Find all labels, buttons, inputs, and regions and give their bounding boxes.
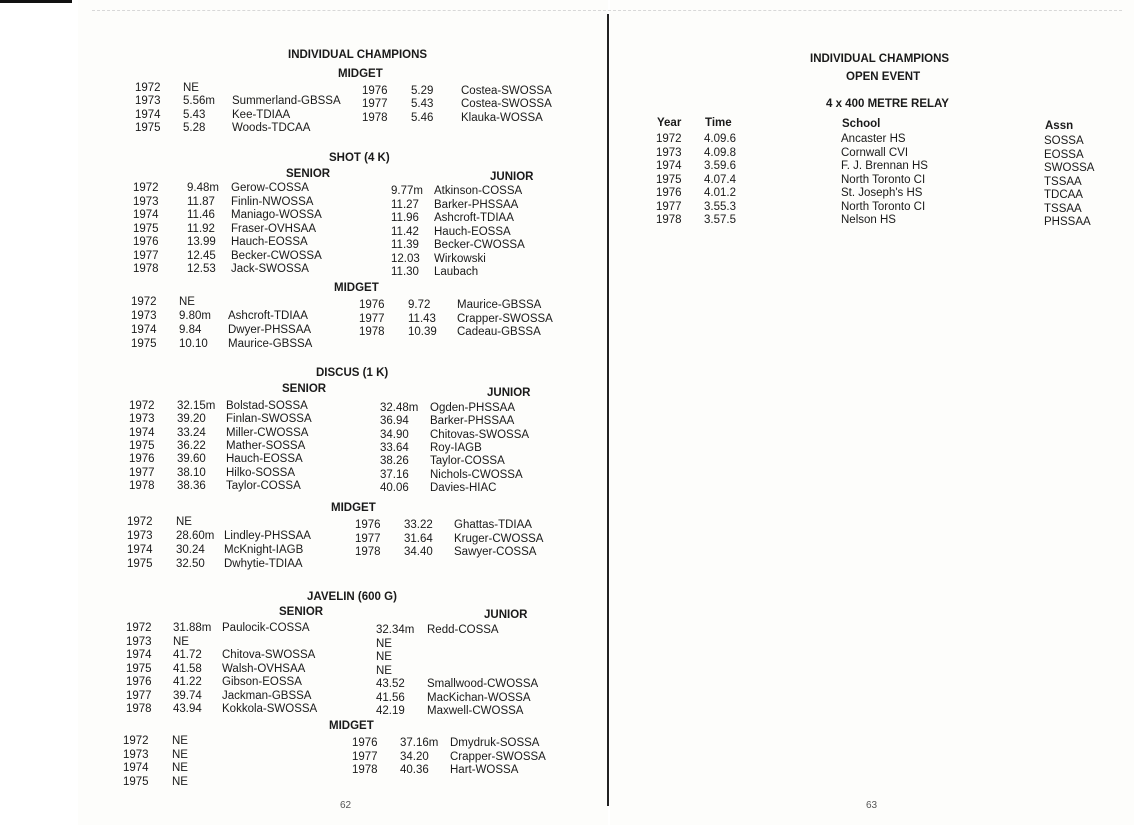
discus-junior-row-mark: 38.26 bbox=[380, 455, 409, 468]
javelin-junior-row-name: Redd-COSSA bbox=[427, 624, 499, 636]
discus-midget-row-mark: 28.60m bbox=[176, 530, 215, 542]
relay-row-school: North Toronto CI bbox=[841, 200, 926, 213]
javelin-midget-row-name: Dmydruk-SOSSA bbox=[450, 737, 540, 749]
javelin-junior-row-name: Maxwell-CWOSSA bbox=[427, 705, 524, 717]
discus-senior-row-name: Hauch-EOSSA bbox=[226, 453, 303, 466]
discus-junior-row-mark: 34.90 bbox=[380, 428, 409, 441]
discus-senior-row-name: Finlan-SWOSSA bbox=[226, 413, 312, 426]
midget-row-year: 1972 bbox=[135, 82, 161, 94]
shot-senior-row-year: 1973 bbox=[133, 195, 159, 208]
midget-row-year: 1975 bbox=[135, 121, 161, 134]
javelin-title: JAVELIN (600 G) bbox=[307, 591, 397, 603]
javelin-midget-row-year: 1977 bbox=[352, 750, 378, 763]
midget-row-name: Kee-TDIAA bbox=[232, 108, 291, 121]
shot-midget-header: MIDGET bbox=[334, 282, 379, 294]
discus-midget-row-year: 1978 bbox=[355, 546, 381, 558]
discus-midget-row-year: 1976 bbox=[355, 519, 381, 531]
discus-midget-row-mark: NE bbox=[176, 516, 192, 528]
shot-senior-row-mark: 11.92 bbox=[187, 222, 215, 235]
shot-senior-header: SENIOR bbox=[286, 168, 331, 180]
shot-junior-row-name: Barker-PHSSAA bbox=[434, 198, 519, 211]
javelin-midget-row-mark: 40.36 bbox=[400, 764, 429, 776]
relay-row-assn: EOSSA bbox=[1044, 148, 1084, 161]
shot-senior-row-mark: 9.48m bbox=[187, 182, 219, 194]
javelin-senior-row-mark: 41.58 bbox=[173, 662, 202, 675]
midget-row-name: Summerland-GBSSA bbox=[232, 95, 341, 108]
shot-title: SHOT (4 K) bbox=[329, 152, 390, 164]
shot-midget-row-name: Ashcroft-TDIAA bbox=[228, 310, 308, 322]
shot-senior-row-year: 1974 bbox=[133, 209, 159, 221]
discus-midget-row-name: Kruger-CWOSSA bbox=[454, 532, 544, 545]
javelin-senior-row-year: 1975 bbox=[126, 662, 152, 675]
javelin-senior-row-name: Paulocik-COSSA bbox=[222, 622, 310, 634]
javelin-midget-row-year: 1973 bbox=[123, 748, 149, 761]
shot-junior-row-mark: 11.96 bbox=[391, 212, 419, 224]
discus-junior-header: JUNIOR bbox=[487, 387, 531, 399]
discus-senior-row-mark: 39.20 bbox=[177, 413, 206, 426]
shot-senior-row-mark: 11.87 bbox=[187, 195, 215, 208]
discus-senior-row-year: 1975 bbox=[129, 439, 155, 452]
shot-junior-header: JUNIOR bbox=[490, 171, 534, 183]
section-midget-header: MIDGET bbox=[338, 68, 383, 80]
javelin-senior-row-mark: 41.72 bbox=[173, 649, 202, 661]
discus-midget-row-mark: 31.64 bbox=[404, 532, 433, 545]
discus-senior-row-year: 1972 bbox=[129, 400, 155, 412]
javelin-senior-row-mark: NE bbox=[173, 635, 189, 648]
javelin-midget-row-name: Hart-WOSSA bbox=[450, 764, 519, 776]
discus-junior-row-name: Ogden-PHSSAA bbox=[430, 402, 516, 414]
shot-midget-row-mark: 9.80m bbox=[179, 310, 211, 322]
javelin-senior-row-year: 1976 bbox=[126, 676, 152, 688]
discus-midget-row-name: McKnight-IAGB bbox=[224, 544, 304, 556]
midget-row-year: 1976 bbox=[362, 85, 388, 97]
discus-midget-row-mark: 30.24 bbox=[176, 544, 205, 556]
javelin-senior-row-name: Kokkola-SWOSSA bbox=[222, 703, 318, 715]
col-header-year: Year bbox=[657, 117, 682, 129]
shot-midget-row-mark: 11.43 bbox=[408, 312, 436, 325]
right-page-subtitle: OPEN EVENT bbox=[846, 71, 921, 83]
discus-senior-row-mark: 33.24 bbox=[177, 426, 206, 439]
discus-senior-row-name: Hilko-SOSSA bbox=[226, 466, 296, 479]
midget-row-name: Costea-SWOSSA bbox=[461, 85, 552, 97]
discus-senior-row-mark: 36.22 bbox=[177, 439, 206, 452]
relay-row-year: 1974 bbox=[656, 160, 682, 172]
scan-edge-mark bbox=[0, 0, 72, 3]
javelin-midget-row-year: 1972 bbox=[123, 735, 149, 747]
javelin-senior-row-mark: 43.94 bbox=[173, 703, 202, 715]
midget-row-year: 1978 bbox=[362, 111, 388, 124]
javelin-midget-row-mark: NE bbox=[172, 748, 188, 761]
javelin-midget-row-mark: 34.20 bbox=[400, 750, 429, 763]
shot-junior-row-name: Wirkowski bbox=[434, 252, 486, 265]
javelin-midget-row-year: 1976 bbox=[352, 737, 378, 749]
relay-row-year: 1976 bbox=[656, 187, 682, 199]
javelin-junior-row-mark: NE bbox=[376, 637, 392, 650]
relay-row-time: 3.55.3 bbox=[704, 200, 736, 213]
shot-junior-row-name: Laubach bbox=[434, 266, 479, 278]
col-header-assn: Assn bbox=[1045, 120, 1074, 132]
discus-midget-row-name: Sawyer-COSSA bbox=[454, 546, 537, 558]
shot-senior-row-mark: 12.45 bbox=[187, 249, 216, 262]
javelin-senior-row-name: Gibson-EOSSA bbox=[222, 676, 302, 688]
midget-row-mark: 5.29 bbox=[411, 85, 434, 97]
discus-senior-row-mark: 32.15m bbox=[177, 400, 216, 412]
right-page-title: INDIVIDUAL CHAMPIONS bbox=[810, 53, 950, 65]
relay-row-school: Cornwall CVI bbox=[841, 146, 909, 159]
javelin-junior-row-mark: 41.56 bbox=[376, 691, 405, 704]
relay-row-time: 3.57.5 bbox=[704, 214, 736, 226]
discus-midget-row-year: 1977 bbox=[355, 532, 381, 545]
relay-row-year: 1977 bbox=[656, 200, 682, 213]
midget-row-mark: 5.56m bbox=[183, 95, 215, 108]
relay-row-assn: SWOSSA bbox=[1044, 162, 1095, 174]
shot-junior-row-name: Hauch-EOSSA bbox=[434, 225, 511, 238]
midget-row-mark: 5.46 bbox=[411, 111, 434, 124]
javelin-junior-row-mark: 32.34m bbox=[376, 624, 415, 636]
shot-midget-row-mark: 10.39 bbox=[408, 326, 437, 338]
javelin-midget-row-year: 1978 bbox=[352, 764, 378, 776]
discus-midget-row-name: Dwhytie-TDIAA bbox=[224, 558, 303, 570]
discus-junior-row-name: Davies-HIAC bbox=[430, 481, 497, 494]
shot-midget-row-name: Cadeau-GBSSA bbox=[457, 326, 541, 338]
discus-midget-header: MIDGET bbox=[331, 502, 376, 514]
shot-midget-row-year: 1973 bbox=[131, 310, 157, 322]
javelin-senior-row-name: Jackman-GBSSA bbox=[222, 689, 312, 702]
midget-row-year: 1973 bbox=[135, 95, 161, 108]
discus-senior-row-year: 1976 bbox=[129, 453, 155, 466]
shot-midget-row-name: Dwyer-PHSSAA bbox=[228, 324, 312, 336]
discus-senior-row-name: Miller-CWOSSA bbox=[226, 426, 309, 439]
discus-midget-row-mark: 34.40 bbox=[404, 546, 433, 558]
discus-midget-row-year: 1975 bbox=[127, 558, 153, 570]
javelin-junior-row-name: Smallwood-CWOSSA bbox=[427, 678, 539, 690]
relay-event-title: 4 x 400 METRE RELAY bbox=[826, 98, 949, 110]
discus-junior-row-mark: 33.64 bbox=[380, 441, 409, 454]
discus-senior-row-name: Mather-SOSSA bbox=[226, 439, 306, 452]
shot-senior-row-name: Finlin-NWOSSA bbox=[231, 195, 314, 208]
discus-midget-row-year: 1973 bbox=[127, 530, 153, 542]
discus-midget-row-mark: 32.50 bbox=[176, 558, 205, 570]
page-number-left: 62 bbox=[340, 800, 352, 811]
shot-midget-row-name: Maurice-GBSSA bbox=[457, 299, 542, 311]
shot-senior-row-name: Becker-CWOSSA bbox=[231, 249, 322, 262]
discus-title: DISCUS (1 K) bbox=[316, 367, 389, 379]
shot-midget-row-year: 1977 bbox=[359, 312, 385, 325]
discus-senior-row-year: 1978 bbox=[129, 479, 155, 492]
shot-senior-row-name: Jack-SWOSSA bbox=[231, 263, 309, 275]
discus-senior-row-mark: 38.10 bbox=[177, 466, 206, 479]
midget-row-mark: 5.43 bbox=[411, 98, 434, 111]
relay-row-school: North Toronto CI bbox=[841, 173, 926, 186]
javelin-senior-row-name: Walsh-OVHSAA bbox=[222, 662, 306, 675]
javelin-junior-row-mark: NE bbox=[376, 664, 392, 677]
javelin-senior-row-year: 1978 bbox=[126, 703, 152, 715]
shot-midget-row-year: 1974 bbox=[131, 324, 157, 336]
page-title: INDIVIDUAL CHAMPIONS bbox=[288, 49, 428, 61]
javelin-midget-row-year: 1974 bbox=[123, 762, 149, 774]
relay-row-assn: SOSSA bbox=[1044, 135, 1084, 147]
javelin-senior-row-year: 1973 bbox=[126, 635, 152, 648]
javelin-midget-row-name: Crapper-SWOSSA bbox=[450, 750, 546, 763]
discus-senior-row-year: 1974 bbox=[129, 426, 155, 439]
discus-midget-row-year: 1972 bbox=[127, 516, 153, 528]
shot-senior-row-mark: 12.53 bbox=[187, 263, 216, 275]
shot-junior-row-mark: 11.42 bbox=[391, 225, 419, 238]
col-header-time: Time bbox=[705, 117, 732, 129]
midget-row-mark: NE bbox=[183, 82, 199, 94]
shot-midget-row-year: 1978 bbox=[359, 326, 385, 338]
shot-senior-row-name: Gerow-COSSA bbox=[231, 182, 309, 194]
relay-row-time: 4.09.8 bbox=[704, 146, 736, 159]
shot-midget-row-year: 1975 bbox=[131, 338, 157, 350]
javelin-junior-header: JUNIOR bbox=[484, 609, 528, 621]
discus-midget-row-year: 1974 bbox=[127, 544, 153, 556]
javelin-junior-row-mark: NE bbox=[376, 651, 392, 663]
relay-row-time: 4.09.6 bbox=[704, 133, 736, 145]
discus-senior-header: SENIOR bbox=[282, 383, 327, 395]
shot-senior-row-year: 1978 bbox=[133, 263, 159, 275]
discus-junior-row-name: Taylor-COSSA bbox=[430, 455, 505, 468]
shot-midget-row-mark: NE bbox=[179, 296, 195, 308]
discus-midget-row-mark: 33.22 bbox=[404, 519, 433, 531]
javelin-midget-header: MIDGET bbox=[329, 720, 374, 732]
shot-senior-row-year: 1977 bbox=[133, 249, 159, 262]
javelin-senior-row-year: 1972 bbox=[126, 622, 152, 634]
discus-senior-row-name: Taylor-COSSA bbox=[226, 479, 301, 492]
discus-senior-row-name: Bolstad-SOSSA bbox=[226, 400, 308, 412]
shot-senior-row-mark: 11.46 bbox=[187, 209, 215, 221]
shot-junior-row-mark: 9.77m bbox=[391, 185, 423, 197]
relay-row-time: 4.07.4 bbox=[704, 173, 736, 186]
midget-row-name: Woods-TDCAA bbox=[232, 121, 311, 134]
shot-midget-row-mark: 10.10 bbox=[179, 338, 208, 350]
relay-row-time: 3.59.6 bbox=[704, 160, 736, 172]
javelin-midget-row-mark: NE bbox=[172, 775, 188, 788]
javelin-senior-row-name: Chitova-SWOSSA bbox=[222, 649, 316, 661]
javelin-midget-row-mark: 37.16m bbox=[400, 737, 439, 749]
shot-junior-row-mark: 11.39 bbox=[391, 239, 419, 251]
midget-row-year: 1974 bbox=[135, 108, 161, 121]
javelin-midget-row-mark: NE bbox=[172, 735, 188, 747]
shot-junior-row-mark: 12.03 bbox=[391, 252, 420, 265]
discus-junior-row-mark: 40.06 bbox=[380, 481, 409, 494]
shot-senior-row-year: 1972 bbox=[133, 182, 159, 194]
discus-junior-row-name: Barker-PHSSAA bbox=[430, 415, 515, 428]
shot-senior-row-name: Fraser-OVHSAA bbox=[231, 222, 316, 235]
shot-senior-row-year: 1975 bbox=[133, 222, 159, 235]
midget-row-name: Klauka-WOSSA bbox=[461, 111, 543, 124]
midget-row-name: Costea-SWOSSA bbox=[461, 98, 552, 111]
javelin-junior-row-mark: 43.52 bbox=[376, 678, 405, 690]
shot-junior-row-name: Ashcroft-TDIAA bbox=[434, 212, 514, 224]
shot-midget-row-name: Maurice-GBSSA bbox=[228, 338, 313, 350]
discus-junior-row-name: Chitovas-SWOSSA bbox=[430, 428, 530, 441]
javelin-senior-row-mark: 41.22 bbox=[173, 676, 202, 688]
javelin-senior-row-mark: 39.74 bbox=[173, 689, 202, 702]
discus-junior-row-name: Nichols-CWOSSA bbox=[430, 468, 523, 481]
shot-junior-row-mark: 11.27 bbox=[391, 198, 419, 211]
relay-row-assn: PHSSAA bbox=[1044, 216, 1091, 228]
relay-row-school: St. Joseph's HS bbox=[841, 187, 923, 199]
javelin-midget-row-mark: NE bbox=[172, 762, 188, 774]
relay-row-year: 1972 bbox=[656, 133, 682, 145]
javelin-junior-row-mark: 42.19 bbox=[376, 705, 405, 717]
javelin-senior-header: SENIOR bbox=[279, 606, 324, 618]
relay-row-assn: TSSAA bbox=[1044, 202, 1082, 215]
relay-row-school: Nelson HS bbox=[841, 214, 896, 226]
relay-row-year: 1975 bbox=[656, 173, 682, 186]
page-number-right: 63 bbox=[866, 800, 878, 811]
relay-row-assn: TDCAA bbox=[1044, 189, 1083, 201]
javelin-senior-row-year: 1974 bbox=[126, 649, 152, 661]
discus-senior-row-year: 1977 bbox=[129, 466, 155, 479]
shot-midget-row-mark: 9.84 bbox=[179, 324, 202, 336]
shot-senior-row-mark: 13.99 bbox=[187, 236, 216, 248]
discus-senior-row-year: 1973 bbox=[129, 413, 155, 426]
discus-junior-row-mark: 37.16 bbox=[380, 468, 409, 481]
relay-row-school: Ancaster HS bbox=[841, 133, 906, 145]
relay-row-school: F. J. Brennan HS bbox=[841, 160, 928, 172]
scan-margin bbox=[0, 0, 78, 825]
relay-row-assn: TSSAA bbox=[1044, 175, 1082, 188]
midget-row-year: 1977 bbox=[362, 98, 388, 111]
midget-row-mark: 5.28 bbox=[183, 121, 206, 134]
javelin-senior-row-year: 1977 bbox=[126, 689, 152, 702]
shot-junior-row-mark: 11.30 bbox=[391, 266, 419, 278]
midget-row-mark: 5.43 bbox=[183, 108, 206, 121]
relay-row-year: 1978 bbox=[656, 214, 682, 226]
relay-row-year: 1973 bbox=[656, 146, 682, 159]
shot-senior-row-name: Maniago-WOSSA bbox=[231, 209, 322, 221]
discus-midget-row-name: Ghattas-TDIAA bbox=[454, 519, 532, 531]
shot-junior-row-name: Becker-CWOSSA bbox=[434, 239, 525, 251]
shot-senior-row-year: 1976 bbox=[133, 236, 159, 248]
javelin-midget-row-year: 1975 bbox=[123, 775, 149, 788]
discus-junior-row-mark: 32.48m bbox=[380, 402, 419, 414]
discus-junior-row-name: Roy-IAGB bbox=[430, 441, 482, 454]
shot-midget-row-year: 1976 bbox=[359, 299, 385, 311]
relay-row-time: 4.01.2 bbox=[704, 187, 736, 199]
book-spine bbox=[607, 14, 609, 806]
discus-midget-row-name: Lindley-PHSSAA bbox=[224, 530, 311, 542]
shot-midget-row-year: 1972 bbox=[131, 296, 157, 308]
discus-senior-row-mark: 39.60 bbox=[177, 453, 206, 466]
discus-senior-row-mark: 38.36 bbox=[177, 479, 206, 492]
shot-junior-row-name: Atkinson-COSSA bbox=[434, 185, 523, 197]
javelin-junior-row-name: MacKichan-WOSSA bbox=[427, 691, 531, 704]
shot-midget-row-name: Crapper-SWOSSA bbox=[457, 312, 553, 325]
col-header-school: School bbox=[842, 118, 881, 130]
javelin-senior-row-mark: 31.88m bbox=[173, 622, 212, 634]
shot-midget-row-mark: 9.72 bbox=[408, 299, 431, 311]
shot-senior-row-name: Hauch-EOSSA bbox=[231, 236, 308, 248]
discus-junior-row-mark: 36.94 bbox=[380, 415, 409, 428]
